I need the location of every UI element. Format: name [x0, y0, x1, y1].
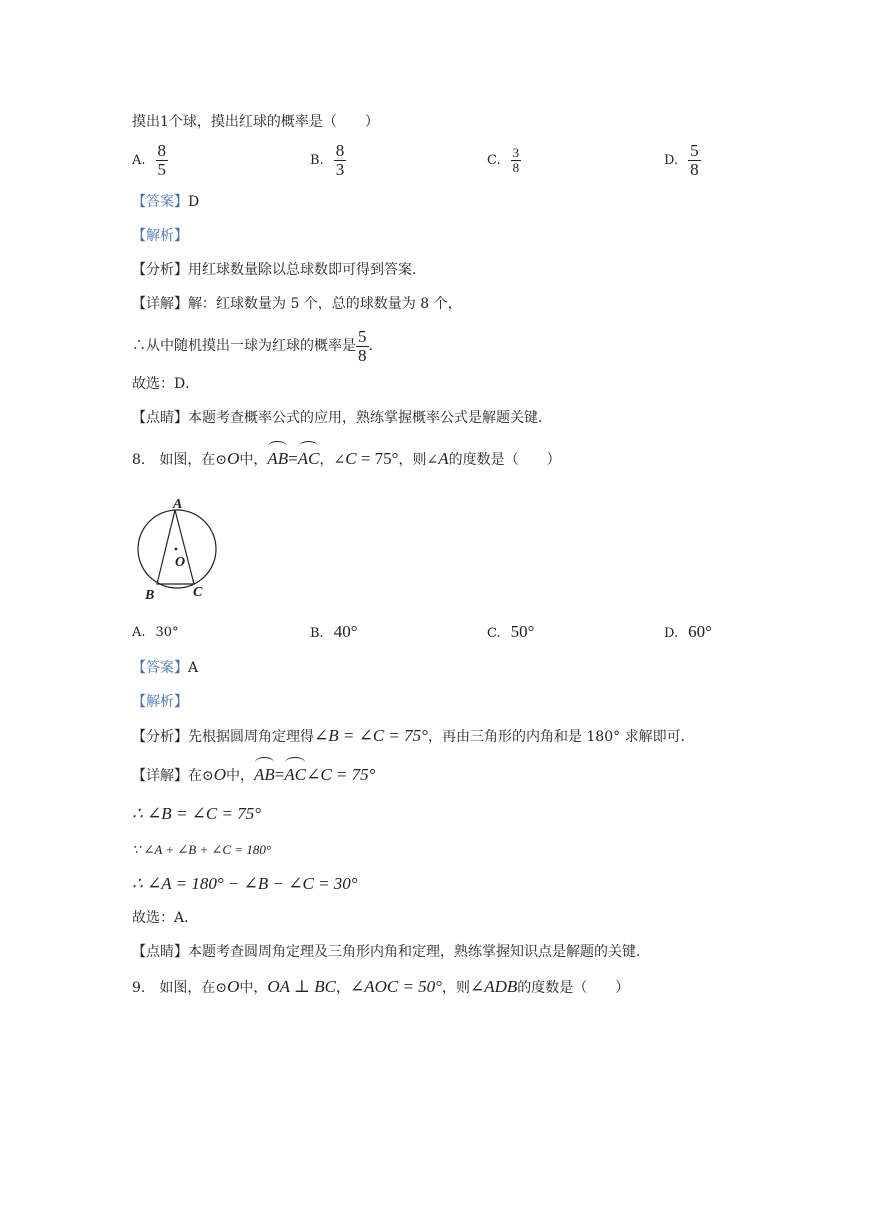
choice-line: 故选：A． — [132, 910, 199, 926]
analysis-tag: 【分析】 — [132, 262, 188, 278]
option-a — [132, 142, 168, 179]
option-b — [310, 142, 346, 179]
step-3: ∴ ∠A = 180° − ∠B − ∠C = 30° — [132, 874, 358, 893]
option-label: B. — [310, 625, 324, 641]
answer-value: D — [188, 194, 200, 210]
option-label: A. — [132, 153, 146, 168]
detail-text: 在⊙ — [188, 768, 214, 784]
option-c — [487, 146, 521, 175]
point-c-label: C — [193, 585, 203, 600]
fraction — [356, 328, 369, 365]
detail-tag: 【详解】 — [132, 768, 188, 784]
option-c — [487, 622, 534, 642]
step-end: ． — [368, 338, 383, 354]
circle-figure — [128, 492, 228, 604]
numerator: 5 — [358, 326, 367, 346]
equals-sign: = — [288, 449, 298, 468]
stem-text: 8. 如图，在⊙ — [132, 452, 228, 468]
option-value: 30° — [155, 625, 179, 640]
step-1: ∴ ∠B = ∠C = 75° — [132, 804, 262, 823]
option-value: 50° — [510, 622, 535, 641]
circle-center-label: O — [213, 765, 227, 784]
option-d — [664, 142, 701, 179]
arc-ab: AB — [267, 446, 288, 472]
stem-text: ，则∠ — [398, 452, 439, 468]
analysis-line — [132, 726, 695, 747]
analysis-text: 用红球数量除以总球数即可得到答案． — [188, 262, 426, 278]
option-value: 60° — [688, 622, 712, 641]
answer-line — [132, 658, 198, 678]
denominator: 8 — [358, 345, 367, 365]
option-value: 40° — [333, 622, 358, 641]
answer-tag: 【答案】 — [132, 660, 188, 676]
fraction — [156, 142, 169, 179]
separator: ， — [335, 980, 350, 996]
comment-line — [132, 942, 650, 962]
numerator: 8 — [157, 141, 167, 160]
analysis-text: ，再由三角形的内角和是 180° 求解即可． — [427, 729, 695, 745]
comment-line — [132, 408, 552, 428]
triangle-abc — [157, 510, 194, 584]
question-intro: 摸出1个球，摸出红球的概率是（ ） — [132, 114, 379, 130]
option-label: D. — [664, 153, 679, 168]
fraction — [688, 142, 701, 179]
fraction — [334, 142, 347, 179]
answer-tag: 【答案】 — [132, 194, 188, 210]
comment-text: 本题考查圆周角定理及三角形内角和定理，熟练掌握知识点是解题的关键． — [188, 944, 650, 960]
angle-vertex: A — [438, 449, 449, 468]
option-label: A. — [132, 624, 146, 640]
stem-text: ，∠ — [319, 452, 346, 468]
probability-step — [132, 326, 383, 366]
point-b-label: B — [145, 588, 155, 603]
stem-text: 中， — [239, 980, 268, 996]
option-label: C. — [487, 153, 501, 168]
numerator: 3 — [512, 145, 520, 160]
arc-ac: AC — [284, 762, 306, 788]
circle-center-label: O — [227, 449, 240, 468]
angle-given: ∠AOC = 50° — [349, 977, 442, 996]
numerator: 5 — [690, 141, 699, 160]
option-label: D. — [664, 625, 679, 641]
stem-text: 的度数是（ ） — [517, 980, 630, 996]
arc-ac: AC — [298, 446, 320, 472]
step-text: ∴从中随机摸出一球为红球的概率是 — [132, 338, 356, 354]
comment-tag: 【点睛】 — [132, 410, 188, 426]
detail-line — [132, 762, 375, 789]
circle-center-label: O — [227, 977, 240, 996]
comment-tag: 【点睛】 — [132, 944, 188, 960]
option-label: C. — [487, 625, 501, 641]
analysis-text: 先根据圆周角定理得 — [188, 729, 314, 745]
analysis-math: ∠B = ∠C = 75° — [314, 726, 428, 745]
stem-text: 的度数是（ ） — [448, 452, 561, 468]
perpendicular-condition: OA ⊥ BC — [267, 977, 336, 996]
angle-asked: ∠ADB — [469, 977, 518, 996]
detail-text: 解：红球数量为 5 个，总的球数量为 8 个， — [188, 296, 462, 312]
denominator: 5 — [157, 160, 167, 179]
analysis-line — [132, 260, 426, 280]
equals-sign: = — [274, 765, 285, 784]
detail-text: 中， — [226, 768, 255, 784]
stem-text: 9. 如图，在⊙ — [132, 980, 228, 996]
option-d — [664, 622, 712, 642]
stem-text: 中， — [239, 452, 268, 468]
denominator: 8 — [690, 160, 699, 179]
denominator: 3 — [335, 160, 345, 179]
denominator: 8 — [512, 160, 520, 175]
angle-vertex: C — [345, 449, 357, 468]
jiexi-tag: 【解析】 — [132, 694, 188, 710]
center-dot — [175, 548, 178, 551]
choice-line: 故选：D． — [132, 376, 200, 392]
step-2: ∵ ∠A + ∠B + ∠C = 180° — [132, 842, 272, 857]
stem-text: ，则 — [441, 980, 470, 996]
angle-given: ∠C = 75° — [306, 765, 376, 784]
question-8-stem — [132, 446, 561, 473]
answer-value: A — [188, 660, 199, 676]
analysis-tag: 【分析】 — [132, 729, 188, 745]
fraction — [511, 146, 522, 175]
comment-text: 本题考查概率公式的应用，熟练掌握概率公式是解题关键． — [188, 410, 552, 426]
option-b — [310, 622, 358, 642]
detail-line — [132, 294, 462, 314]
detail-tag: 【详解】 — [132, 296, 188, 312]
point-o-label: O — [175, 555, 186, 570]
option-label: B. — [310, 153, 324, 168]
jiexi-tag: 【解析】 — [132, 228, 188, 244]
question-9-stem — [132, 976, 629, 999]
arc-ab: AB — [254, 762, 275, 788]
option-a — [132, 624, 179, 640]
numerator: 8 — [335, 141, 345, 160]
answer-line — [132, 192, 199, 212]
angle-value: = 75° — [356, 449, 399, 468]
point-a-label: A — [173, 497, 183, 512]
